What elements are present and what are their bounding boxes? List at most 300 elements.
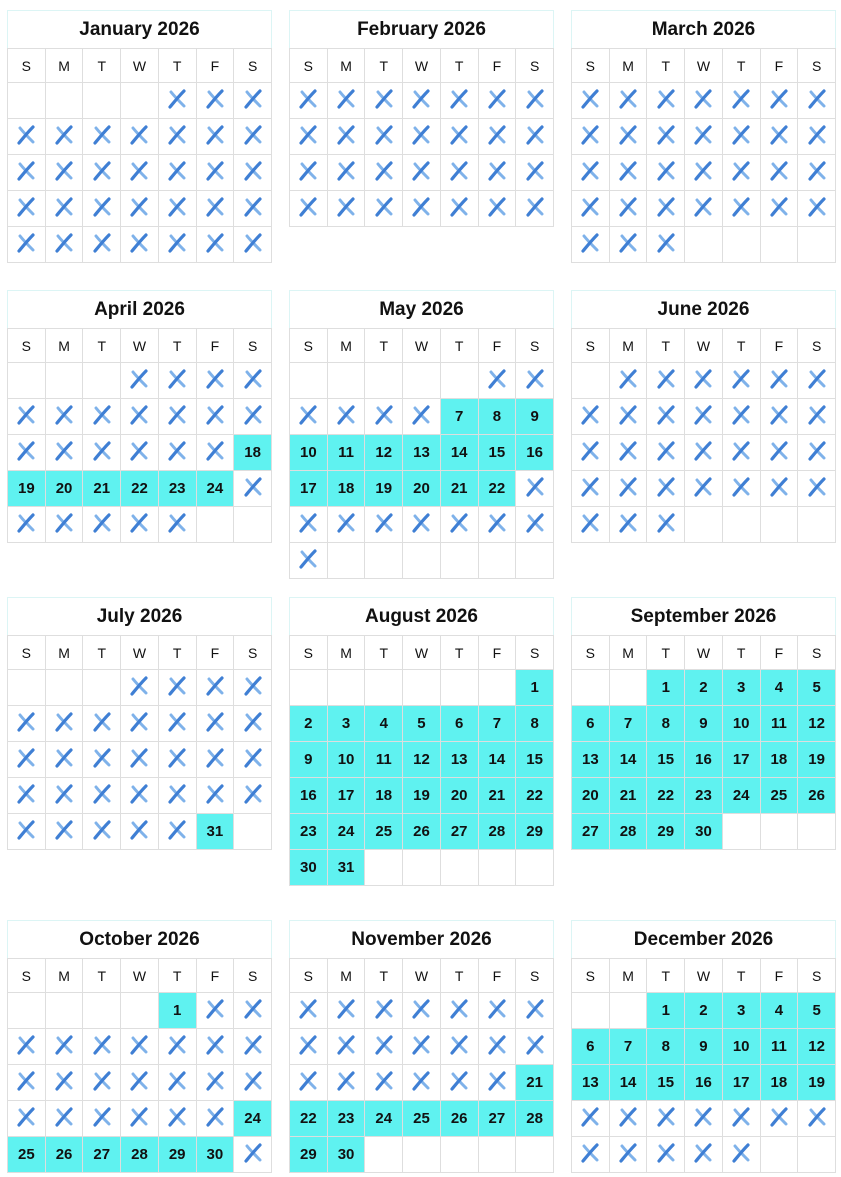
empty-cell: [365, 670, 403, 706]
x-mark-icon: [525, 513, 545, 533]
available-day[interactable]: 16: [516, 435, 554, 471]
available-day[interactable]: 20: [572, 778, 610, 814]
empty-cell: [45, 83, 83, 119]
weekday-header: T: [722, 329, 760, 363]
empty-cell: [440, 363, 478, 399]
available-day[interactable]: 13: [440, 742, 478, 778]
available-day[interactable]: 12: [365, 435, 403, 471]
available-day[interactable]: 15: [516, 742, 554, 778]
month-calendar: [289, 920, 554, 1173]
x-mark-icon: [656, 477, 676, 497]
available-day[interactable]: 5: [403, 706, 441, 742]
unavailable-day: [440, 191, 478, 227]
unavailable-day: [609, 363, 647, 399]
weekday-header: S: [290, 49, 328, 83]
weekday-header: T: [365, 959, 403, 993]
x-mark-icon: [656, 125, 676, 145]
available-day[interactable]: 22: [290, 1101, 328, 1137]
weekday-header: M: [609, 959, 647, 993]
x-mark-icon: [618, 125, 638, 145]
available-day[interactable]: 13: [572, 1065, 610, 1101]
x-mark-icon: [411, 125, 431, 145]
available-day[interactable]: 17: [290, 471, 328, 507]
available-day[interactable]: 27: [478, 1101, 516, 1137]
unavailable-day: [327, 191, 365, 227]
unavailable-day: [572, 155, 610, 191]
unavailable-day: [45, 1065, 83, 1101]
weekday-header: W: [121, 329, 159, 363]
x-mark-icon: [54, 513, 74, 533]
x-mark-icon: [769, 161, 789, 181]
weekday-header: T: [365, 49, 403, 83]
available-day[interactable]: 15: [647, 742, 685, 778]
empty-cell: [440, 1137, 478, 1173]
weekday-header: M: [609, 329, 647, 363]
available-day[interactable]: 18: [760, 1065, 798, 1101]
x-mark-icon: [129, 676, 149, 696]
unavailable-day: [722, 155, 760, 191]
unavailable-day: [8, 119, 46, 155]
x-mark-icon: [411, 405, 431, 425]
x-mark-icon: [525, 197, 545, 217]
unavailable-day: [685, 363, 723, 399]
unavailable-day: [121, 155, 159, 191]
available-day[interactable]: 19: [403, 778, 441, 814]
unavailable-day: [760, 119, 798, 155]
weekday-header: S: [798, 329, 836, 363]
empty-cell: [83, 363, 121, 399]
unavailable-day: [760, 83, 798, 119]
available-day[interactable]: 26: [798, 778, 836, 814]
available-day[interactable]: 9: [685, 706, 723, 742]
available-day[interactable]: 30: [196, 1137, 234, 1173]
empty-cell: [45, 670, 83, 706]
x-mark-icon: [167, 161, 187, 181]
x-mark-icon: [16, 125, 36, 145]
unavailable-day: [365, 993, 403, 1029]
weekday-header: F: [478, 636, 516, 670]
weekday-header: S: [572, 329, 610, 363]
available-day[interactable]: 16: [290, 778, 328, 814]
unavailable-day: [365, 83, 403, 119]
available-day[interactable]: 1: [516, 670, 554, 706]
month-calendar: [289, 597, 554, 886]
available-day[interactable]: 22: [647, 778, 685, 814]
available-day[interactable]: 19: [365, 471, 403, 507]
x-mark-icon: [205, 89, 225, 109]
unavailable-day: [403, 1065, 441, 1101]
available-day[interactable]: 10: [290, 435, 328, 471]
unavailable-day: [121, 706, 159, 742]
empty-cell: [760, 507, 798, 543]
available-day[interactable]: 22: [516, 778, 554, 814]
unavailable-day: [196, 1065, 234, 1101]
available-day[interactable]: 9: [290, 742, 328, 778]
weekday-header: S: [516, 329, 554, 363]
available-day[interactable]: 19: [8, 471, 46, 507]
available-day[interactable]: 24: [327, 814, 365, 850]
available-day[interactable]: 6: [572, 1029, 610, 1065]
available-day[interactable]: 18: [327, 471, 365, 507]
available-day[interactable]: 30: [685, 814, 723, 850]
available-day[interactable]: 5: [798, 993, 836, 1029]
available-day[interactable]: 15: [478, 435, 516, 471]
x-mark-icon: [731, 161, 751, 181]
available-day[interactable]: 14: [609, 1065, 647, 1101]
empty-cell: [722, 227, 760, 263]
available-day[interactable]: 17: [327, 778, 365, 814]
x-mark-icon: [374, 999, 394, 1019]
x-mark-icon: [336, 999, 356, 1019]
weekday-header: T: [158, 329, 196, 363]
x-mark-icon: [298, 513, 318, 533]
x-mark-icon: [92, 513, 112, 533]
x-mark-icon: [16, 441, 36, 461]
available-day[interactable]: 12: [798, 1029, 836, 1065]
x-mark-icon: [54, 125, 74, 145]
x-mark-icon: [243, 748, 263, 768]
x-mark-icon: [487, 513, 507, 533]
available-day[interactable]: 26: [403, 814, 441, 850]
available-day[interactable]: 18: [234, 435, 272, 471]
empty-cell: [403, 850, 441, 886]
weekday-header: S: [572, 636, 610, 670]
x-mark-icon: [92, 233, 112, 253]
x-mark-icon: [769, 477, 789, 497]
x-mark-icon: [487, 1071, 507, 1091]
x-mark-icon: [807, 161, 827, 181]
available-day[interactable]: 20: [440, 778, 478, 814]
x-mark-icon: [769, 197, 789, 217]
available-day[interactable]: 14: [440, 435, 478, 471]
available-day[interactable]: 13: [572, 742, 610, 778]
available-day[interactable]: 23: [158, 471, 196, 507]
x-mark-icon: [92, 405, 112, 425]
available-day[interactable]: 26: [45, 1137, 83, 1173]
unavailable-day: [45, 1029, 83, 1065]
x-mark-icon: [129, 1071, 149, 1091]
x-mark-icon: [92, 748, 112, 768]
x-mark-icon: [243, 1143, 263, 1163]
unavailable-day: [609, 227, 647, 263]
unavailable-day: [403, 993, 441, 1029]
x-mark-icon: [487, 89, 507, 109]
x-mark-icon: [525, 161, 545, 181]
x-mark-icon: [129, 1107, 149, 1127]
available-day[interactable]: 6: [572, 706, 610, 742]
available-day[interactable]: 12: [798, 706, 836, 742]
available-day[interactable]: 7: [440, 399, 478, 435]
available-day[interactable]: 1: [647, 993, 685, 1029]
available-day[interactable]: 2: [685, 670, 723, 706]
empty-cell: [327, 543, 365, 579]
empty-cell: [478, 1137, 516, 1173]
available-day[interactable]: 21: [609, 778, 647, 814]
available-day[interactable]: 26: [440, 1101, 478, 1137]
available-day[interactable]: 30: [327, 1137, 365, 1173]
unavailable-day: [403, 507, 441, 543]
unavailable-day: [327, 993, 365, 1029]
empty-cell: [478, 670, 516, 706]
unavailable-day: [609, 399, 647, 435]
unavailable-day: [760, 363, 798, 399]
available-day[interactable]: 20: [403, 471, 441, 507]
x-mark-icon: [243, 1071, 263, 1091]
available-day[interactable]: 1: [647, 670, 685, 706]
x-mark-icon: [693, 89, 713, 109]
available-day[interactable]: 29: [516, 814, 554, 850]
available-day[interactable]: 1: [158, 993, 196, 1029]
available-day[interactable]: 23: [327, 1101, 365, 1137]
weekday-header: S: [234, 959, 272, 993]
x-mark-icon: [731, 89, 751, 109]
unavailable-day: [121, 435, 159, 471]
available-day[interactable]: 4: [760, 993, 798, 1029]
unavailable-day: [798, 119, 836, 155]
available-day[interactable]: 27: [572, 814, 610, 850]
unavailable-day: [196, 399, 234, 435]
unavailable-day: [196, 191, 234, 227]
available-day[interactable]: 25: [365, 814, 403, 850]
month-title: April 2026: [7, 290, 272, 328]
empty-cell: [685, 507, 723, 543]
unavailable-day: [8, 399, 46, 435]
available-day[interactable]: 8: [647, 706, 685, 742]
available-day[interactable]: 8: [516, 706, 554, 742]
x-mark-icon: [449, 125, 469, 145]
unavailable-day: [196, 1029, 234, 1065]
available-day[interactable]: 17: [722, 1065, 760, 1101]
available-day[interactable]: 14: [609, 742, 647, 778]
unavailable-day: [196, 778, 234, 814]
unavailable-day: [516, 471, 554, 507]
unavailable-day: [516, 363, 554, 399]
available-day[interactable]: 24: [722, 778, 760, 814]
unavailable-day: [516, 155, 554, 191]
unavailable-day: [121, 399, 159, 435]
empty-cell: [685, 227, 723, 263]
available-day[interactable]: 23: [685, 778, 723, 814]
unavailable-day: [647, 83, 685, 119]
available-day[interactable]: 6: [440, 706, 478, 742]
available-day[interactable]: 15: [647, 1065, 685, 1101]
unavailable-day: [647, 227, 685, 263]
unavailable-day: [8, 1029, 46, 1065]
available-day[interactable]: 2: [685, 993, 723, 1029]
x-mark-icon: [374, 125, 394, 145]
unavailable-day: [760, 399, 798, 435]
available-day[interactable]: 11: [365, 742, 403, 778]
available-day[interactable]: 28: [609, 814, 647, 850]
x-mark-icon: [243, 89, 263, 109]
available-day[interactable]: 10: [327, 742, 365, 778]
available-day[interactable]: 19: [798, 1065, 836, 1101]
available-day[interactable]: 7: [609, 706, 647, 742]
x-mark-icon: [449, 513, 469, 533]
unavailable-day: [45, 119, 83, 155]
available-day[interactable]: 24: [196, 471, 234, 507]
weekday-header: M: [45, 959, 83, 993]
x-mark-icon: [618, 513, 638, 533]
available-day[interactable]: 21: [440, 471, 478, 507]
unavailable-day: [290, 1029, 328, 1065]
unavailable-day: [83, 1101, 121, 1137]
available-day[interactable]: 4: [760, 670, 798, 706]
available-day[interactable]: 16: [685, 1065, 723, 1101]
unavailable-day: [440, 1065, 478, 1101]
month-title: June 2026: [571, 290, 836, 328]
x-mark-icon: [16, 1107, 36, 1127]
available-day[interactable]: 27: [83, 1137, 121, 1173]
x-mark-icon: [618, 405, 638, 425]
x-mark-icon: [449, 1035, 469, 1055]
available-day[interactable]: 14: [478, 742, 516, 778]
available-day[interactable]: 7: [609, 1029, 647, 1065]
x-mark-icon: [693, 197, 713, 217]
available-day[interactable]: 25: [8, 1137, 46, 1173]
unavailable-day: [8, 706, 46, 742]
x-mark-icon: [525, 125, 545, 145]
available-day[interactable]: 10: [722, 1029, 760, 1065]
x-mark-icon: [205, 1107, 225, 1127]
available-day[interactable]: 24: [234, 1101, 272, 1137]
x-mark-icon: [54, 712, 74, 732]
unavailable-day: [158, 742, 196, 778]
weekday-header: M: [327, 329, 365, 363]
x-mark-icon: [92, 1071, 112, 1091]
available-day[interactable]: 29: [290, 1137, 328, 1173]
available-day[interactable]: 2: [290, 706, 328, 742]
unavailable-day: [647, 399, 685, 435]
x-mark-icon: [54, 1107, 74, 1127]
x-mark-icon: [243, 369, 263, 389]
available-day[interactable]: 24: [365, 1101, 403, 1137]
available-day[interactable]: 8: [478, 399, 516, 435]
unavailable-day: [158, 1029, 196, 1065]
weekday-header: F: [760, 329, 798, 363]
available-day[interactable]: 3: [722, 670, 760, 706]
available-day[interactable]: 20: [45, 471, 83, 507]
x-mark-icon: [205, 1035, 225, 1055]
unavailable-day: [158, 507, 196, 543]
available-day[interactable]: 25: [403, 1101, 441, 1137]
available-day[interactable]: 27: [440, 814, 478, 850]
x-mark-icon: [129, 712, 149, 732]
weekday-header: T: [83, 959, 121, 993]
available-day[interactable]: 8: [647, 1029, 685, 1065]
weekday-header: T: [158, 959, 196, 993]
available-day[interactable]: 13: [403, 435, 441, 471]
available-day[interactable]: 21: [516, 1065, 554, 1101]
available-day[interactable]: 12: [403, 742, 441, 778]
available-day[interactable]: 17: [722, 742, 760, 778]
x-mark-icon: [243, 197, 263, 217]
unavailable-day: [45, 227, 83, 263]
x-mark-icon: [411, 1035, 431, 1055]
available-day[interactable]: 31: [327, 850, 365, 886]
x-mark-icon: [54, 748, 74, 768]
unavailable-day: [196, 363, 234, 399]
x-mark-icon: [487, 999, 507, 1019]
x-mark-icon: [656, 513, 676, 533]
available-day[interactable]: 10: [722, 706, 760, 742]
x-mark-icon: [54, 1071, 74, 1091]
unavailable-day: [685, 119, 723, 155]
x-mark-icon: [487, 161, 507, 181]
unavailable-day: [327, 1065, 365, 1101]
available-day[interactable]: 3: [722, 993, 760, 1029]
x-mark-icon: [656, 233, 676, 253]
weekday-header: W: [685, 329, 723, 363]
available-day[interactable]: 11: [760, 1029, 798, 1065]
weekday-header: M: [327, 49, 365, 83]
unavailable-day: [365, 399, 403, 435]
empty-cell: [440, 543, 478, 579]
available-day[interactable]: 5: [798, 670, 836, 706]
weekday-header: F: [760, 49, 798, 83]
available-day[interactable]: 11: [327, 435, 365, 471]
x-mark-icon: [374, 405, 394, 425]
available-day[interactable]: 21: [83, 471, 121, 507]
available-day[interactable]: 19: [798, 742, 836, 778]
weekday-header: W: [403, 959, 441, 993]
weekday-header: F: [196, 636, 234, 670]
unavailable-day: [572, 119, 610, 155]
available-day[interactable]: 31: [196, 814, 234, 850]
x-mark-icon: [298, 1035, 318, 1055]
x-mark-icon: [243, 125, 263, 145]
empty-cell: [478, 543, 516, 579]
x-mark-icon: [411, 197, 431, 217]
available-day[interactable]: 28: [121, 1137, 159, 1173]
available-day[interactable]: 28: [478, 814, 516, 850]
unavailable-day: [403, 119, 441, 155]
unavailable-day: [647, 155, 685, 191]
available-day[interactable]: 30: [290, 850, 328, 886]
available-day[interactable]: 23: [290, 814, 328, 850]
available-day[interactable]: 25: [760, 778, 798, 814]
available-day[interactable]: 18: [760, 742, 798, 778]
x-mark-icon: [336, 1035, 356, 1055]
x-mark-icon: [16, 1035, 36, 1055]
available-day[interactable]: 22: [478, 471, 516, 507]
weekday-header: W: [121, 959, 159, 993]
available-day[interactable]: 9: [685, 1029, 723, 1065]
available-day[interactable]: 22: [121, 471, 159, 507]
unavailable-day: [440, 1029, 478, 1065]
x-mark-icon: [449, 999, 469, 1019]
available-day[interactable]: 9: [516, 399, 554, 435]
unavailable-day: [609, 155, 647, 191]
unavailable-day: [403, 155, 441, 191]
unavailable-day: [234, 119, 272, 155]
available-day[interactable]: 18: [365, 778, 403, 814]
available-day[interactable]: 4: [365, 706, 403, 742]
available-day[interactable]: 21: [478, 778, 516, 814]
available-day[interactable]: 16: [685, 742, 723, 778]
available-day[interactable]: 28: [516, 1101, 554, 1137]
empty-cell: [572, 363, 610, 399]
month-title: October 2026: [7, 920, 272, 958]
month-calendar: [7, 597, 272, 850]
available-day[interactable]: 29: [647, 814, 685, 850]
x-mark-icon: [205, 369, 225, 389]
available-day[interactable]: 11: [760, 706, 798, 742]
available-day[interactable]: 29: [158, 1137, 196, 1173]
unavailable-day: [365, 155, 403, 191]
available-day[interactable]: 7: [478, 706, 516, 742]
available-day[interactable]: 3: [327, 706, 365, 742]
